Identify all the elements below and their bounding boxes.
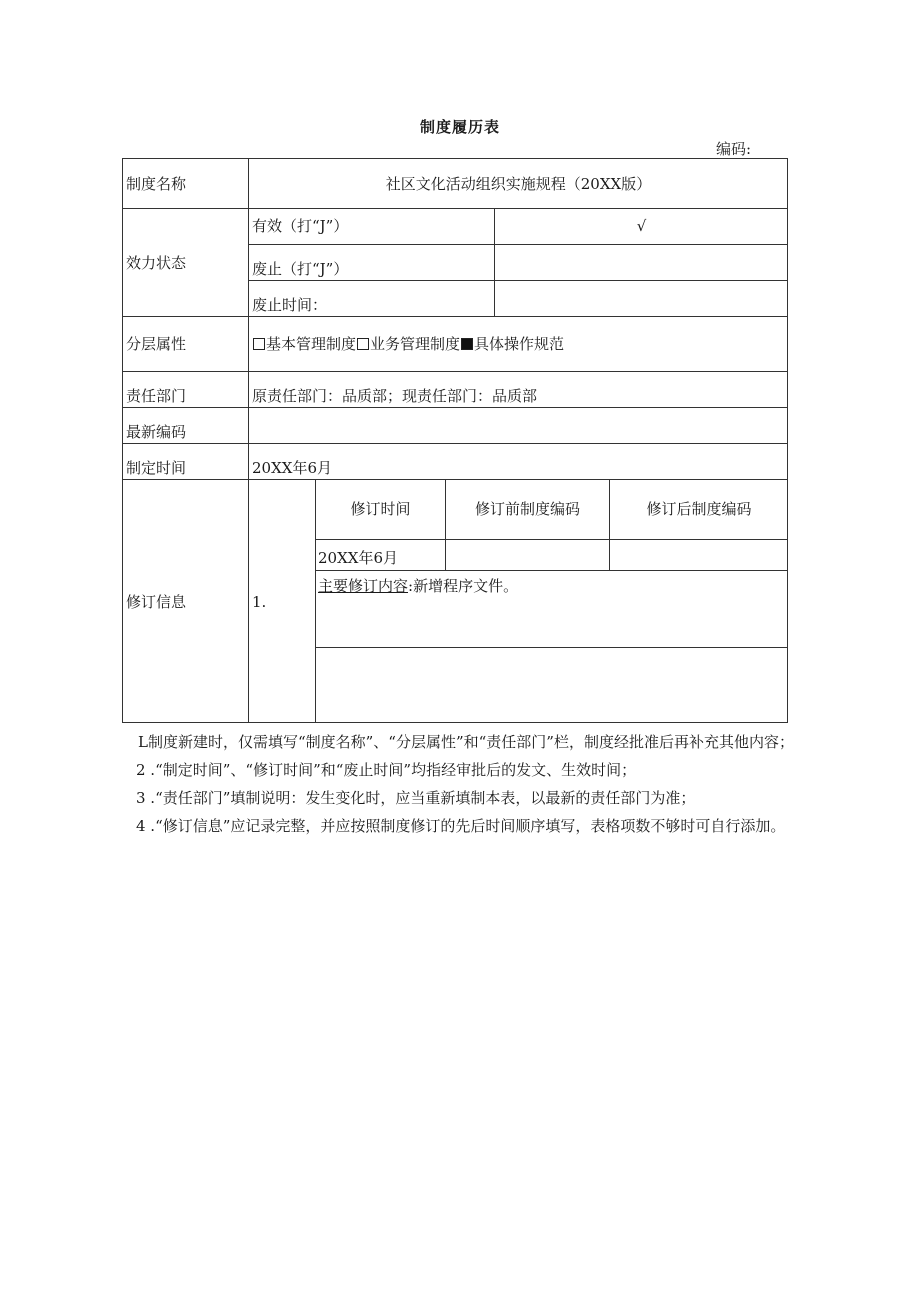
layer-option-basic: 基本管理制度 (266, 335, 357, 353)
name-value: 社区文化活动组织实施规程（20XX版） (385, 175, 652, 193)
revision-index: 1. (252, 593, 267, 611)
layer-option-operation: 具体操作规范 (474, 335, 565, 353)
dept-label: 责任部门 (126, 387, 187, 405)
code-label: 编码: (716, 140, 752, 158)
status-valid-check: √ (636, 217, 647, 235)
made-time-label: 制定时间 (126, 459, 187, 477)
checkbox-business-icon[interactable] (357, 338, 369, 350)
row-divider (122, 443, 788, 444)
status-valid-label: 有效（打“J”） (252, 217, 349, 235)
row-divider (122, 407, 788, 408)
row-divider (122, 479, 788, 480)
revision-content-label: 主要修订内容 (318, 577, 409, 595)
layer-option-business: 业务管理制度 (370, 335, 461, 353)
notes (132, 728, 872, 840)
row-divider (122, 371, 788, 372)
revision-header-before-code: 修订前制度编码 (474, 500, 580, 518)
status-abolish-time-label: 废止时间： (252, 296, 328, 314)
status-abolished-label: 废止（打“J”） (252, 260, 349, 278)
row-divider (122, 316, 788, 317)
revision-row-divider (315, 539, 788, 540)
revision-label: 修订信息 (126, 593, 187, 611)
row-divider (122, 208, 788, 209)
name-label: 制度名称 (126, 175, 187, 193)
revision-content-value: :新增程序文件。 (408, 577, 519, 595)
revision-header-time: 修订时间 (350, 500, 411, 518)
table-border (122, 158, 788, 723)
status-label: 效力状态 (126, 254, 187, 272)
page-title: 制度履历表 (419, 118, 500, 136)
layer-label: 分层属性 (126, 335, 187, 353)
layer-options (252, 335, 564, 353)
checkbox-basic-icon[interactable] (253, 338, 265, 350)
revision-row-divider (315, 647, 788, 648)
latest-code-label: 最新编码 (126, 423, 187, 441)
revision-row-divider (315, 570, 788, 571)
dept-value: 原责任部门：品质部；现责任部门：品质部 (252, 387, 538, 405)
note-item: L制度新建时，仅需填写“制度名称”、“分层属性”和“责任部门”栏，制度经批准后再补充其他内容； (138, 733, 794, 751)
revision-time-value: 20XX年6月 (318, 549, 398, 567)
revision-header-after-code: 修订后制度编码 (646, 500, 752, 518)
row-divider (248, 244, 788, 245)
revision-col-divider (445, 479, 446, 570)
row-divider (248, 280, 788, 281)
checkbox-operation-checked-icon[interactable] (461, 338, 473, 350)
revision-content (318, 577, 518, 595)
note-item: 4 .“修订信息”应记录完整，并应按照制度修订的先后时间顺序填写，表格项数不够时可自行添加。 (136, 817, 786, 835)
made-time-value: 20XX年6月 (252, 459, 332, 477)
note-item: 3 .“责任部门”填制说明：发生变化时，应当重新填制本表，以最新的责任部门为准； (136, 789, 696, 807)
revision-col-divider (609, 479, 610, 570)
note-item: 2 .“制定时间”、“修订时间”和“废止时间”均指经审批后的发文、生效时间； (136, 761, 637, 779)
label-column-divider (248, 158, 249, 723)
